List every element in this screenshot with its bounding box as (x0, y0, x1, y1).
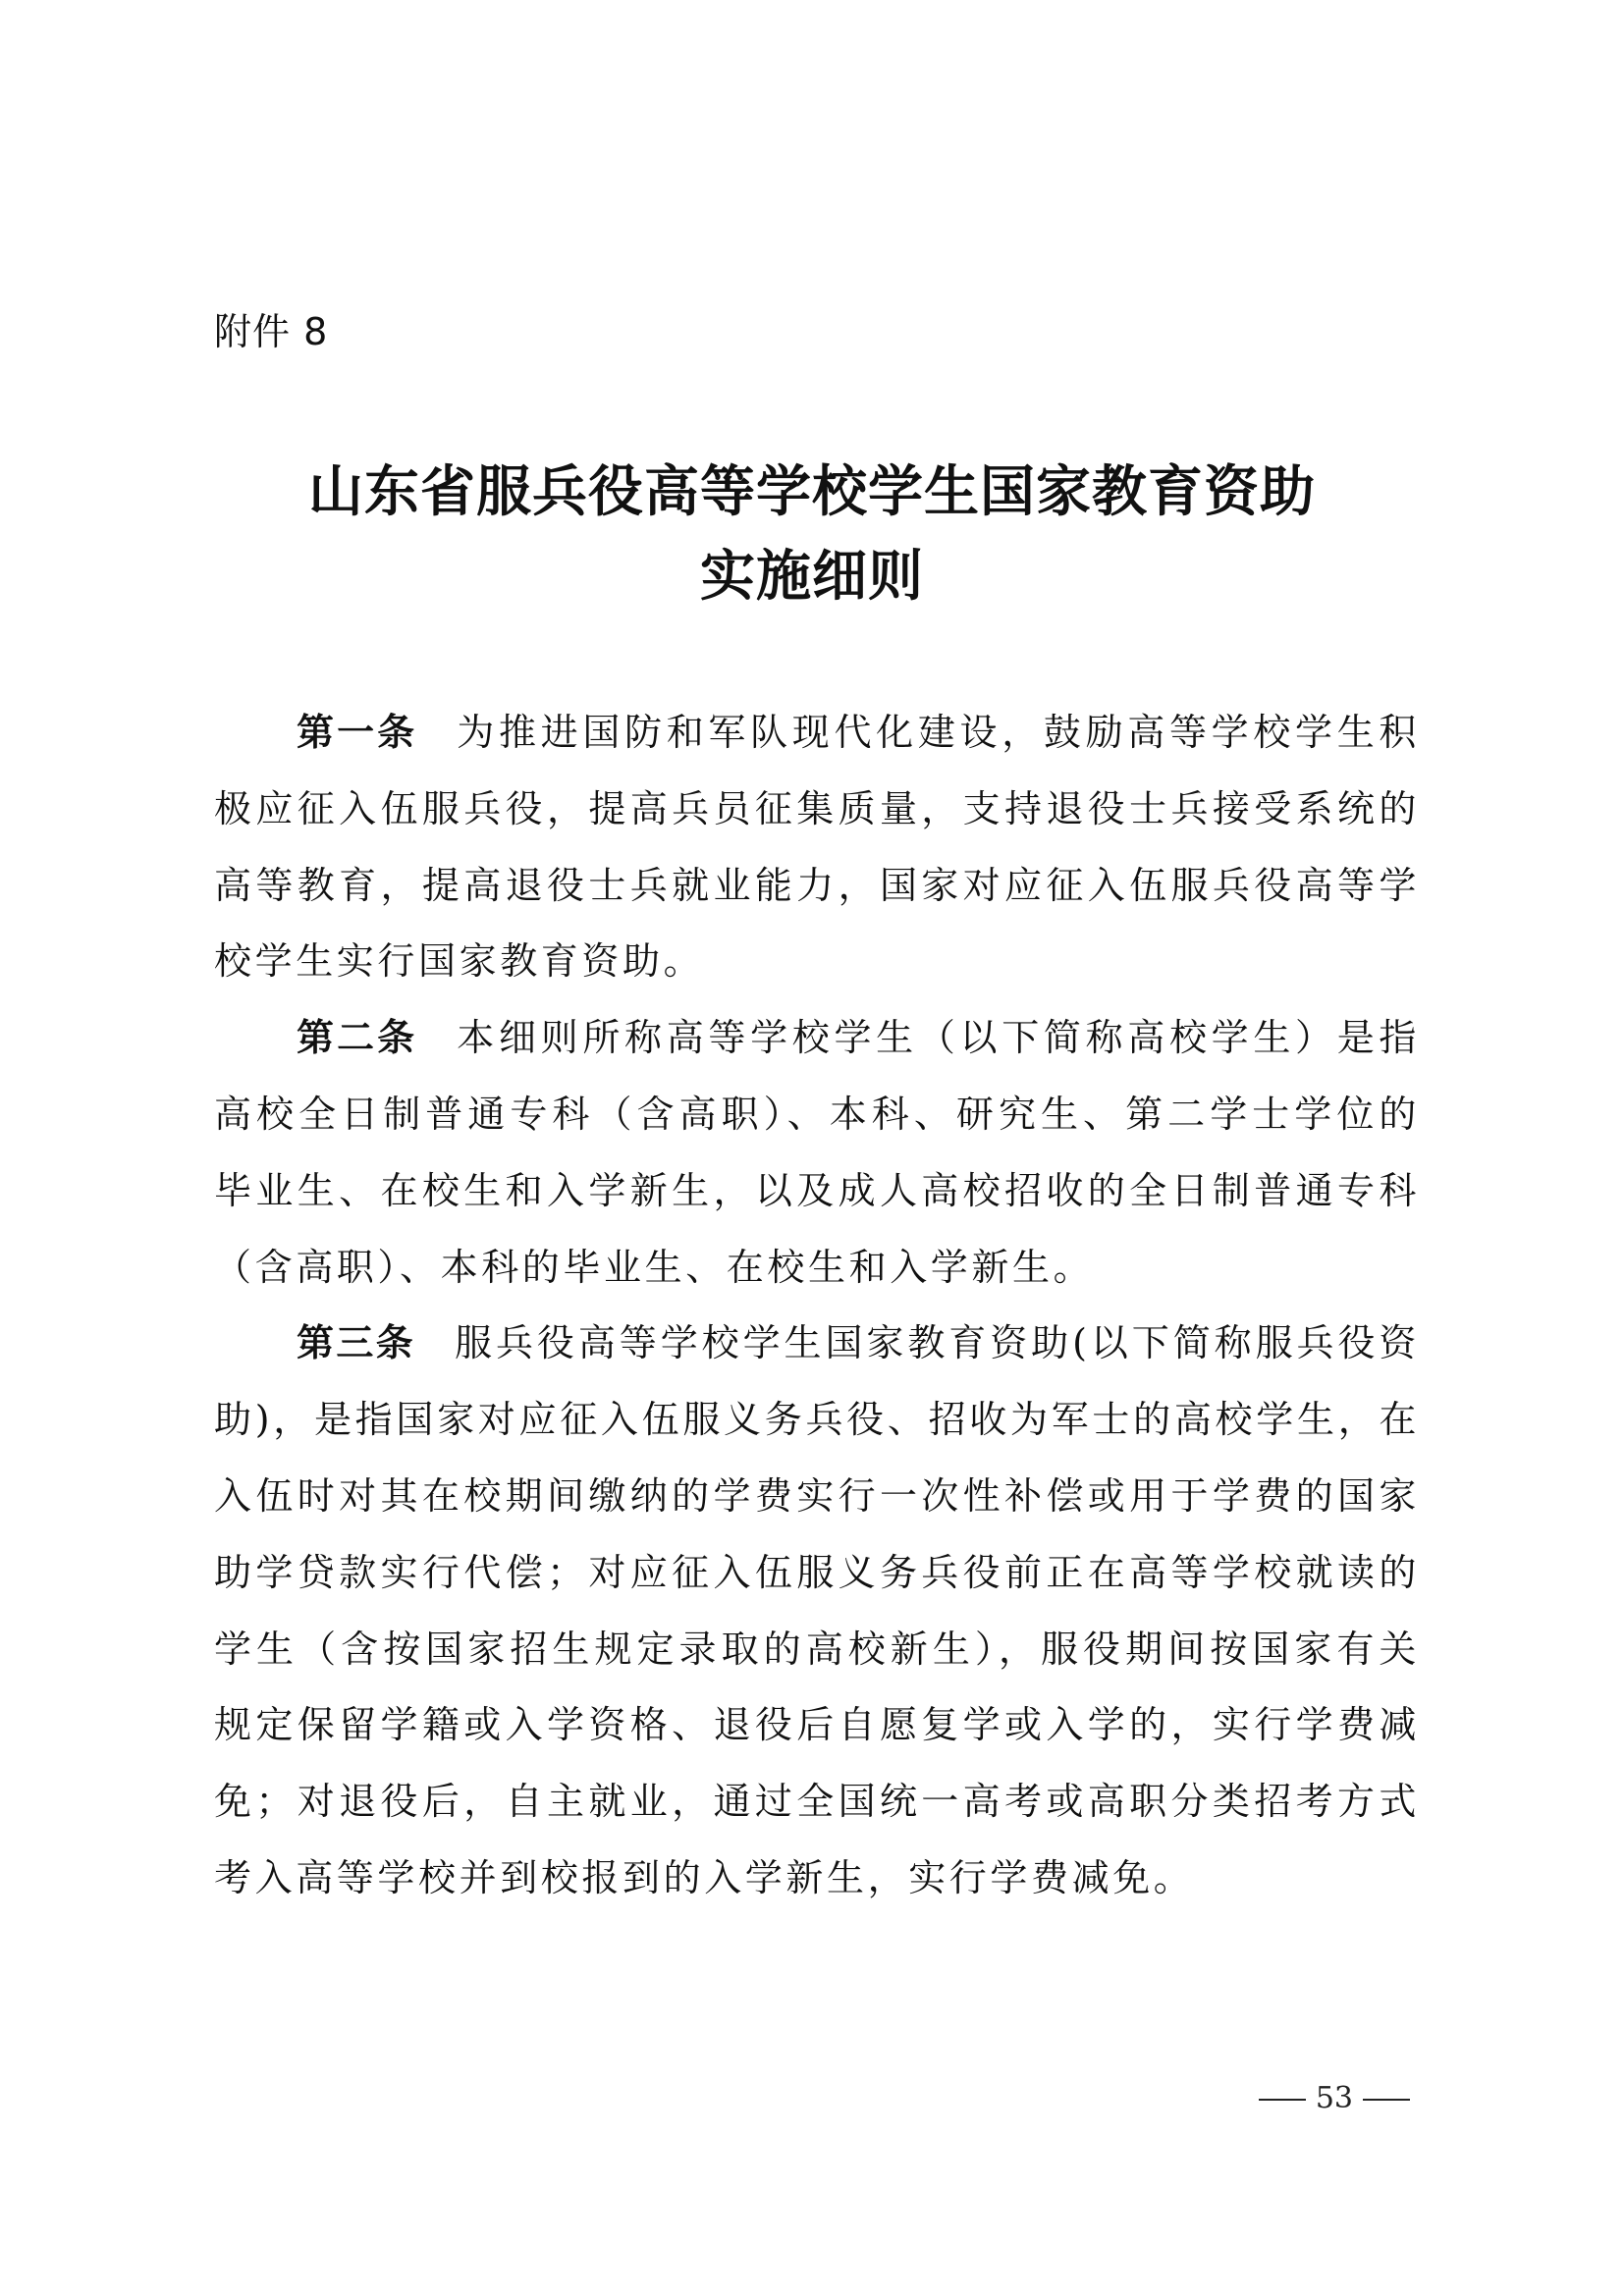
page-number-left-dash (1259, 2099, 1306, 2101)
article-1 (214, 695, 1420, 1000)
document-title (0, 450, 1624, 618)
page-number-value: 53 (1315, 2081, 1353, 2115)
document-body (214, 695, 1420, 1917)
document-title-line-1: 山东省服兵役高等学校学生国家教育资助 (308, 459, 1316, 524)
page-number-right-dash (1363, 2099, 1410, 2101)
article-2-heading: 第二条 (297, 1016, 418, 1060)
article-3-text: 服兵役高等学校学生国家教育资助(以下简称服兵役资助)，是指国家对应征入伍服义务兵役、招收为军士的高校学生，在入伍时对其在校期间缴纳的学费实行一次性补偿或用于学费的国家助学贷款实行代偿；对应征入伍服义务兵役前正在高等学校就读的学生（含按国家招生规定录取的高校新生），服役期间按国家有关规定保留学籍或入学资格、退役后自愿复学或入学的，实行学费减免；对退役后，自主就业，通过全国统一高考或高职分类招考方式考入高等学校并到校报到的入学新生，实行学费减免。 (214, 1321, 1420, 1899)
attachment-label: 附件 8 (214, 310, 329, 353)
article-3 (214, 1306, 1420, 1916)
article-1-text: 为推进国防和军队现代化建设，鼓励高等学校学生积极应征入伍服兵役，提高兵员征集质量，支持退役士兵接受系统的高等教育，提高退役士兵就业能力，国家对应征入伍服兵役高等学校学生实行国家教育资助。 (214, 711, 1420, 984)
article-1-heading: 第一条 (297, 711, 418, 754)
article-2-text: 本细则所称高等学校学生（以下简称高校学生）是指高校全日制普通专科（含高职）、本科、研究生、第二学士学位的毕业生、在校生和入学新生，以及成人高校招收的全日制普通专科（含高职）、本科的毕业生、在校生和入学新生。 (214, 1016, 1420, 1289)
article-2 (214, 1000, 1420, 1306)
page-number (1249, 2079, 1420, 2118)
article-3-heading: 第三条 (297, 1321, 416, 1365)
document-title-line-2: 实施细则 (700, 544, 924, 609)
